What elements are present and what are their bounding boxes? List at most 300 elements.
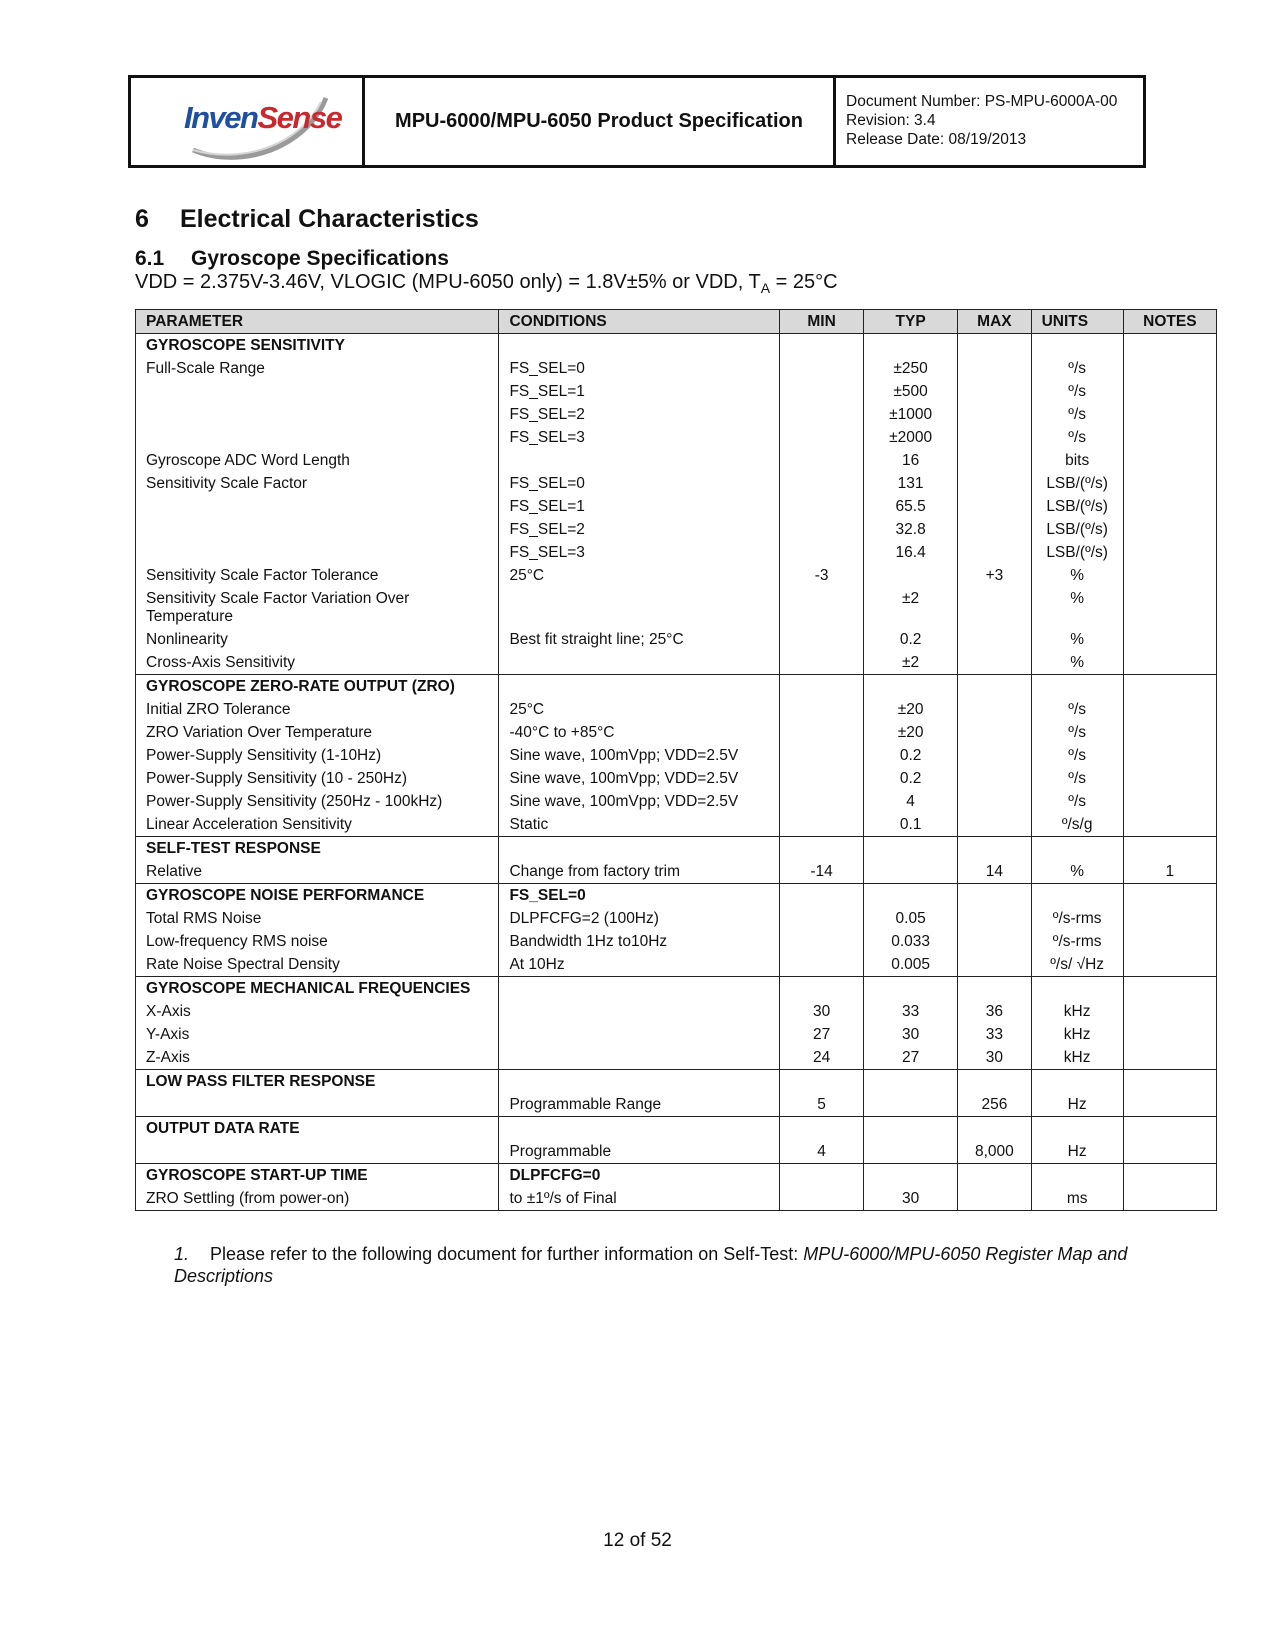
cell-max: [958, 953, 1031, 977]
doc-number: Document Number: PS-MPU-6000A-00: [846, 93, 1118, 110]
cell-notes: [1123, 1187, 1216, 1211]
release-date: Release Date: 08/19/2013: [846, 131, 1027, 148]
cell-conditions: Best fit straight line; 25°C: [499, 628, 780, 651]
cell-units: º/s: [1031, 357, 1123, 380]
cell-typ: 30: [863, 1187, 957, 1211]
cell-conditions: [499, 651, 780, 675]
cell-units: º/s: [1031, 403, 1123, 426]
cell-parameter: SELF-TEST RESPONSE: [136, 837, 499, 861]
cell-units: º/s/ √Hz: [1031, 953, 1123, 977]
cell-max: [958, 884, 1031, 908]
logo: InvenSense: [184, 100, 342, 135]
cell-min: 27: [780, 1023, 864, 1046]
revision: Revision: 3.4: [846, 112, 936, 129]
cell-conditions: 25°C: [499, 698, 780, 721]
cell-typ: [863, 884, 957, 908]
table-row: [136, 541, 1217, 564]
cell-parameter: Initial ZRO Tolerance: [136, 698, 499, 721]
document-title: MPU-6000/MPU-6050 Product Specification: [365, 78, 836, 165]
table-row: [136, 767, 1217, 790]
cell-max: 33: [958, 1023, 1031, 1046]
cell-max: [958, 813, 1031, 837]
cell-typ: ±2000: [863, 426, 957, 449]
cell-max: 36: [958, 1000, 1031, 1023]
cell-max: [958, 907, 1031, 930]
cell-typ: [863, 1093, 957, 1117]
cell-notes: [1123, 426, 1216, 449]
cell-notes: [1123, 1093, 1216, 1117]
table-row: [136, 860, 1217, 884]
conditions-line: VDD = 2.375V-3.46V, VLOGIC (MPU-6050 only) = 1.8V±5% or VDD, $T_A = 25^\circ C$: [135, 271, 838, 296]
cell-parameter: Y-Axis: [136, 1023, 499, 1046]
cell-min: [780, 907, 864, 930]
table-row: [136, 1070, 1217, 1094]
cell-max: [958, 744, 1031, 767]
cell-max: [958, 334, 1031, 358]
cell-conditions: Sine wave, 100mVpp; VDD=2.5V: [499, 790, 780, 813]
cell-min: 24: [780, 1046, 864, 1070]
cell-parameter: ZRO Variation Over Temperature: [136, 721, 499, 744]
cell-notes: [1123, 813, 1216, 837]
cell-conditions: to ±1º/s of Final: [499, 1187, 780, 1211]
cell-max: [958, 837, 1031, 861]
logo-cell: [131, 78, 365, 165]
cell-typ: [863, 1164, 957, 1188]
cell-typ: 32.8: [863, 518, 957, 541]
cell-max: [958, 628, 1031, 651]
cell-units: º/s: [1031, 767, 1123, 790]
cell-notes: [1123, 977, 1216, 1001]
cell-typ: 65.5: [863, 495, 957, 518]
cell-parameter: Z-Axis: [136, 1046, 499, 1070]
cell-units: º/s: [1031, 698, 1123, 721]
cell-parameter: Full-Scale Range: [136, 357, 499, 380]
cell-max: [958, 587, 1031, 628]
cell-typ: [863, 1117, 957, 1141]
cell-notes: [1123, 403, 1216, 426]
cell-conditions: [499, 675, 780, 699]
cell-min: [780, 651, 864, 675]
cell-conditions: FS_SEL=0: [499, 884, 780, 908]
cell-min: [780, 675, 864, 699]
cell-notes: [1123, 1023, 1216, 1046]
cell-conditions: Programmable Range: [499, 1093, 780, 1117]
cell-max: [958, 541, 1031, 564]
table-row: [136, 813, 1217, 837]
cell-max: [958, 495, 1031, 518]
cell-notes: [1123, 767, 1216, 790]
cell-conditions: [499, 1023, 780, 1046]
cell-units: º/s-rms: [1031, 930, 1123, 953]
cell-max: 256: [958, 1093, 1031, 1117]
cell-min: [780, 628, 864, 651]
cell-min: [780, 541, 864, 564]
cell-max: [958, 790, 1031, 813]
cell-typ: ±250: [863, 357, 957, 380]
cell-typ: [863, 1070, 957, 1094]
cell-min: [780, 837, 864, 861]
footnote: [174, 1243, 1154, 1287]
cell-max: [958, 1117, 1031, 1141]
cell-typ: 27: [863, 1046, 957, 1070]
table-row: [136, 744, 1217, 767]
cell-min: [780, 1164, 864, 1188]
cell-conditions: [499, 1070, 780, 1094]
cell-min: [780, 403, 864, 426]
cell-max: [958, 380, 1031, 403]
cell-conditions: 25°C: [499, 564, 780, 587]
cell-notes: [1123, 837, 1216, 861]
cell-parameter: [136, 495, 499, 518]
cell-units: º/s: [1031, 744, 1123, 767]
table-row: [136, 380, 1217, 403]
cell-conditions: DLPFCFG=2 (100Hz): [499, 907, 780, 930]
cell-notes: 1: [1123, 860, 1216, 884]
footnote-number: 1.: [174, 1244, 190, 1264]
cell-units: [1031, 884, 1123, 908]
cell-units: [1031, 675, 1123, 699]
cell-conditions: [499, 334, 780, 358]
cell-notes: [1123, 930, 1216, 953]
cell-min: [780, 1070, 864, 1094]
cell-typ: 16.4: [863, 541, 957, 564]
col-header-typ: TYP: [863, 310, 957, 334]
cell-notes: [1123, 953, 1216, 977]
cell-max: 8,000: [958, 1140, 1031, 1164]
cell-notes: [1123, 495, 1216, 518]
cell-notes: [1123, 675, 1216, 699]
table-row: [136, 472, 1217, 495]
cell-parameter: Power-Supply Sensitivity (1-10Hz): [136, 744, 499, 767]
cell-typ: ±500: [863, 380, 957, 403]
cell-typ: 0.2: [863, 628, 957, 651]
document-meta: [836, 78, 1143, 165]
cell-parameter: Total RMS Noise: [136, 907, 499, 930]
cell-units: [1031, 1117, 1123, 1141]
table-row: [136, 721, 1217, 744]
cell-parameter: GYROSCOPE NOISE PERFORMANCE: [136, 884, 499, 908]
cell-conditions: FS_SEL=1: [499, 495, 780, 518]
cell-conditions: FS_SEL=2: [499, 403, 780, 426]
cell-units: º/s: [1031, 380, 1123, 403]
cell-min: [780, 587, 864, 628]
cell-typ: 33: [863, 1000, 957, 1023]
cell-parameter: OUTPUT DATA RATE: [136, 1117, 499, 1141]
cell-typ: ±2: [863, 587, 957, 628]
cell-conditions: FS_SEL=0: [499, 357, 780, 380]
cell-typ: [863, 977, 957, 1001]
cell-min: [780, 813, 864, 837]
table-row: [136, 628, 1217, 651]
cell-min: 30: [780, 1000, 864, 1023]
cell-units: %: [1031, 860, 1123, 884]
cell-max: [958, 1187, 1031, 1211]
cell-units: º/s: [1031, 790, 1123, 813]
cell-units: Hz: [1031, 1140, 1123, 1164]
col-header-notes: NOTES: [1123, 310, 1216, 334]
cell-units: [1031, 1070, 1123, 1094]
cell-conditions: [499, 977, 780, 1001]
table-row: [136, 1140, 1217, 1164]
cell-notes: [1123, 518, 1216, 541]
cell-conditions: Change from factory trim: [499, 860, 780, 884]
table-row: [136, 587, 1217, 628]
cell-conditions: Bandwidth 1Hz to10Hz: [499, 930, 780, 953]
cell-conditions: [499, 1117, 780, 1141]
cell-units: Hz: [1031, 1093, 1123, 1117]
cell-typ: 131: [863, 472, 957, 495]
cell-units: [1031, 837, 1123, 861]
cell-conditions: [499, 587, 780, 628]
cell-min: [780, 930, 864, 953]
cell-conditions: At 10Hz: [499, 953, 780, 977]
cell-typ: [863, 675, 957, 699]
col-header-parameter: PARAMETER: [136, 310, 499, 334]
cell-units: º/s-rms: [1031, 907, 1123, 930]
cell-max: [958, 518, 1031, 541]
cell-parameter: Sensitivity Scale Factor: [136, 472, 499, 495]
cell-max: [958, 767, 1031, 790]
cell-max: [958, 449, 1031, 472]
cell-max: [958, 651, 1031, 675]
cell-units: kHz: [1031, 1023, 1123, 1046]
cell-conditions: FS_SEL=2: [499, 518, 780, 541]
footnote-text: Please refer to the following document for further information on Self-Test:: [210, 1244, 804, 1264]
cell-max: [958, 930, 1031, 953]
cell-notes: [1123, 744, 1216, 767]
table-row: [136, 884, 1217, 908]
table-row: [136, 675, 1217, 699]
cell-parameter: Sensitivity Scale Factor Tolerance: [136, 564, 499, 587]
cell-parameter: Power-Supply Sensitivity (10 - 250Hz): [136, 767, 499, 790]
cell-notes: [1123, 790, 1216, 813]
table-row: [136, 426, 1217, 449]
gyroscope-spec-table: [135, 309, 1217, 1211]
cell-typ: 0.005: [863, 953, 957, 977]
cell-units: º/s: [1031, 426, 1123, 449]
cell-units: %: [1031, 564, 1123, 587]
cell-max: [958, 721, 1031, 744]
cell-typ: ±1000: [863, 403, 957, 426]
cell-conditions: -40°C to +85°C: [499, 721, 780, 744]
cell-notes: [1123, 357, 1216, 380]
table-row: [136, 651, 1217, 675]
table-row: [136, 907, 1217, 930]
cell-typ: 0.05: [863, 907, 957, 930]
table-row: [136, 1187, 1217, 1211]
cell-parameter: [136, 1140, 499, 1164]
col-header-conditions: CONDITIONS: [499, 310, 780, 334]
cell-typ: [863, 564, 957, 587]
cell-notes: [1123, 541, 1216, 564]
table-row: [136, 449, 1217, 472]
cell-min: -3: [780, 564, 864, 587]
cell-min: [780, 767, 864, 790]
cell-min: -14: [780, 860, 864, 884]
cell-notes: [1123, 721, 1216, 744]
cell-max: [958, 1070, 1031, 1094]
cell-typ: ±20: [863, 698, 957, 721]
cell-units: %: [1031, 651, 1123, 675]
table-row: [136, 1023, 1217, 1046]
col-header-min: MIN: [780, 310, 864, 334]
cell-notes: [1123, 1164, 1216, 1188]
col-header-units: UNITS: [1031, 310, 1123, 334]
cell-min: [780, 472, 864, 495]
footnote-reference: MPU-6000/MPU-6050 Register Map and Descriptions: [174, 1244, 1128, 1286]
cell-parameter: [136, 541, 499, 564]
cell-notes: [1123, 1000, 1216, 1023]
cell-parameter: Low-frequency RMS noise: [136, 930, 499, 953]
cell-notes: [1123, 334, 1216, 358]
table-row: [136, 1093, 1217, 1117]
cell-min: [780, 426, 864, 449]
table-row: [136, 1117, 1217, 1141]
cell-min: [780, 380, 864, 403]
cell-conditions: FS_SEL=3: [499, 541, 780, 564]
table-row: [136, 403, 1217, 426]
cell-max: [958, 1164, 1031, 1188]
cell-notes: [1123, 472, 1216, 495]
cell-min: [780, 977, 864, 1001]
table-row: [136, 837, 1217, 861]
cell-min: [780, 357, 864, 380]
cell-parameter: GYROSCOPE ZERO-RATE OUTPUT (ZRO): [136, 675, 499, 699]
cell-parameter: X-Axis: [136, 1000, 499, 1023]
cell-min: [780, 334, 864, 358]
cell-max: [958, 698, 1031, 721]
cell-parameter: Gyroscope ADC Word Length: [136, 449, 499, 472]
cell-units: kHz: [1031, 1046, 1123, 1070]
cell-min: 4: [780, 1140, 864, 1164]
cell-parameter: GYROSCOPE MECHANICAL FREQUENCIES: [136, 977, 499, 1001]
cell-typ: [863, 334, 957, 358]
cell-conditions: [499, 1046, 780, 1070]
table-body: [136, 334, 1217, 1211]
cell-notes: [1123, 1046, 1216, 1070]
cell-typ: 16: [863, 449, 957, 472]
document-header: [128, 75, 1146, 168]
cell-min: [780, 495, 864, 518]
cell-units: ms: [1031, 1187, 1123, 1211]
cell-units: bits: [1031, 449, 1123, 472]
cell-typ: 0.033: [863, 930, 957, 953]
cell-notes: [1123, 564, 1216, 587]
cell-notes: [1123, 1117, 1216, 1141]
cell-parameter: ZRO Settling (from power-on): [136, 1187, 499, 1211]
cell-units: º/s: [1031, 721, 1123, 744]
table-row: [136, 698, 1217, 721]
cell-min: [780, 744, 864, 767]
cell-typ: 0.2: [863, 767, 957, 790]
cell-min: 5: [780, 1093, 864, 1117]
table-row: [136, 1046, 1217, 1070]
cell-max: [958, 472, 1031, 495]
table-header-row: [136, 310, 1217, 334]
cell-parameter: [136, 518, 499, 541]
cell-max: [958, 977, 1031, 1001]
cell-units: LSB/(º/s): [1031, 518, 1123, 541]
cell-notes: [1123, 651, 1216, 675]
table-row: [136, 953, 1217, 977]
cell-typ: 0.1: [863, 813, 957, 837]
cell-units: LSB/(º/s): [1031, 472, 1123, 495]
subsection-heading: 6.1 Gyroscope Specifications: [135, 247, 449, 270]
cell-typ: 30: [863, 1023, 957, 1046]
table-row: [136, 1000, 1217, 1023]
cell-min: [780, 721, 864, 744]
cell-typ: 0.2: [863, 744, 957, 767]
cell-notes: [1123, 1140, 1216, 1164]
table-row: [136, 564, 1217, 587]
cell-conditions: [499, 837, 780, 861]
cell-notes: [1123, 884, 1216, 908]
cell-max: 14: [958, 860, 1031, 884]
cell-parameter: Rate Noise Spectral Density: [136, 953, 499, 977]
cell-typ: [863, 837, 957, 861]
table-row: [136, 790, 1217, 813]
cell-parameter: [136, 1093, 499, 1117]
table-row: [136, 495, 1217, 518]
cell-parameter: Nonlinearity: [136, 628, 499, 651]
cell-parameter: Relative: [136, 860, 499, 884]
cell-units: LSB/(º/s): [1031, 541, 1123, 564]
cell-max: [958, 426, 1031, 449]
cell-parameter: Power-Supply Sensitivity (250Hz - 100kHz): [136, 790, 499, 813]
cell-conditions: Static: [499, 813, 780, 837]
table-row: [136, 334, 1217, 358]
cell-units: [1031, 334, 1123, 358]
cell-notes: [1123, 587, 1216, 628]
cell-min: [780, 1117, 864, 1141]
cell-max: 30: [958, 1046, 1031, 1070]
cell-notes: [1123, 907, 1216, 930]
cell-units: [1031, 977, 1123, 1001]
cell-notes: [1123, 1070, 1216, 1094]
cell-parameter: Cross-Axis Sensitivity: [136, 651, 499, 675]
page-number: 12 of 52: [603, 1530, 672, 1551]
cell-max: +3: [958, 564, 1031, 587]
cell-notes: [1123, 628, 1216, 651]
cell-typ: ±2: [863, 651, 957, 675]
cell-units: kHz: [1031, 1000, 1123, 1023]
cell-conditions: FS_SEL=3: [499, 426, 780, 449]
cell-units: %: [1031, 587, 1123, 628]
table-row: [136, 1164, 1217, 1188]
col-header-max: MAX: [958, 310, 1031, 334]
cell-conditions: Sine wave, 100mVpp; VDD=2.5V: [499, 744, 780, 767]
cell-typ: 4: [863, 790, 957, 813]
section-heading: 6 Electrical Characteristics: [135, 205, 479, 233]
cell-conditions: [499, 449, 780, 472]
table-row: [136, 357, 1217, 380]
cell-conditions: DLPFCFG=0: [499, 1164, 780, 1188]
table-row: [136, 977, 1217, 1001]
cell-notes: [1123, 698, 1216, 721]
cell-min: [780, 449, 864, 472]
cell-min: [780, 884, 864, 908]
cell-notes: [1123, 449, 1216, 472]
cell-typ: [863, 860, 957, 884]
cell-conditions: FS_SEL=0: [499, 472, 780, 495]
cell-typ: [863, 1140, 957, 1164]
cell-conditions: [499, 1000, 780, 1023]
cell-parameter: GYROSCOPE SENSITIVITY: [136, 334, 499, 358]
cell-parameter: [136, 403, 499, 426]
cell-typ: ±20: [863, 721, 957, 744]
cell-parameter: Linear Acceleration Sensitivity: [136, 813, 499, 837]
cell-conditions: Sine wave, 100mVpp; VDD=2.5V: [499, 767, 780, 790]
